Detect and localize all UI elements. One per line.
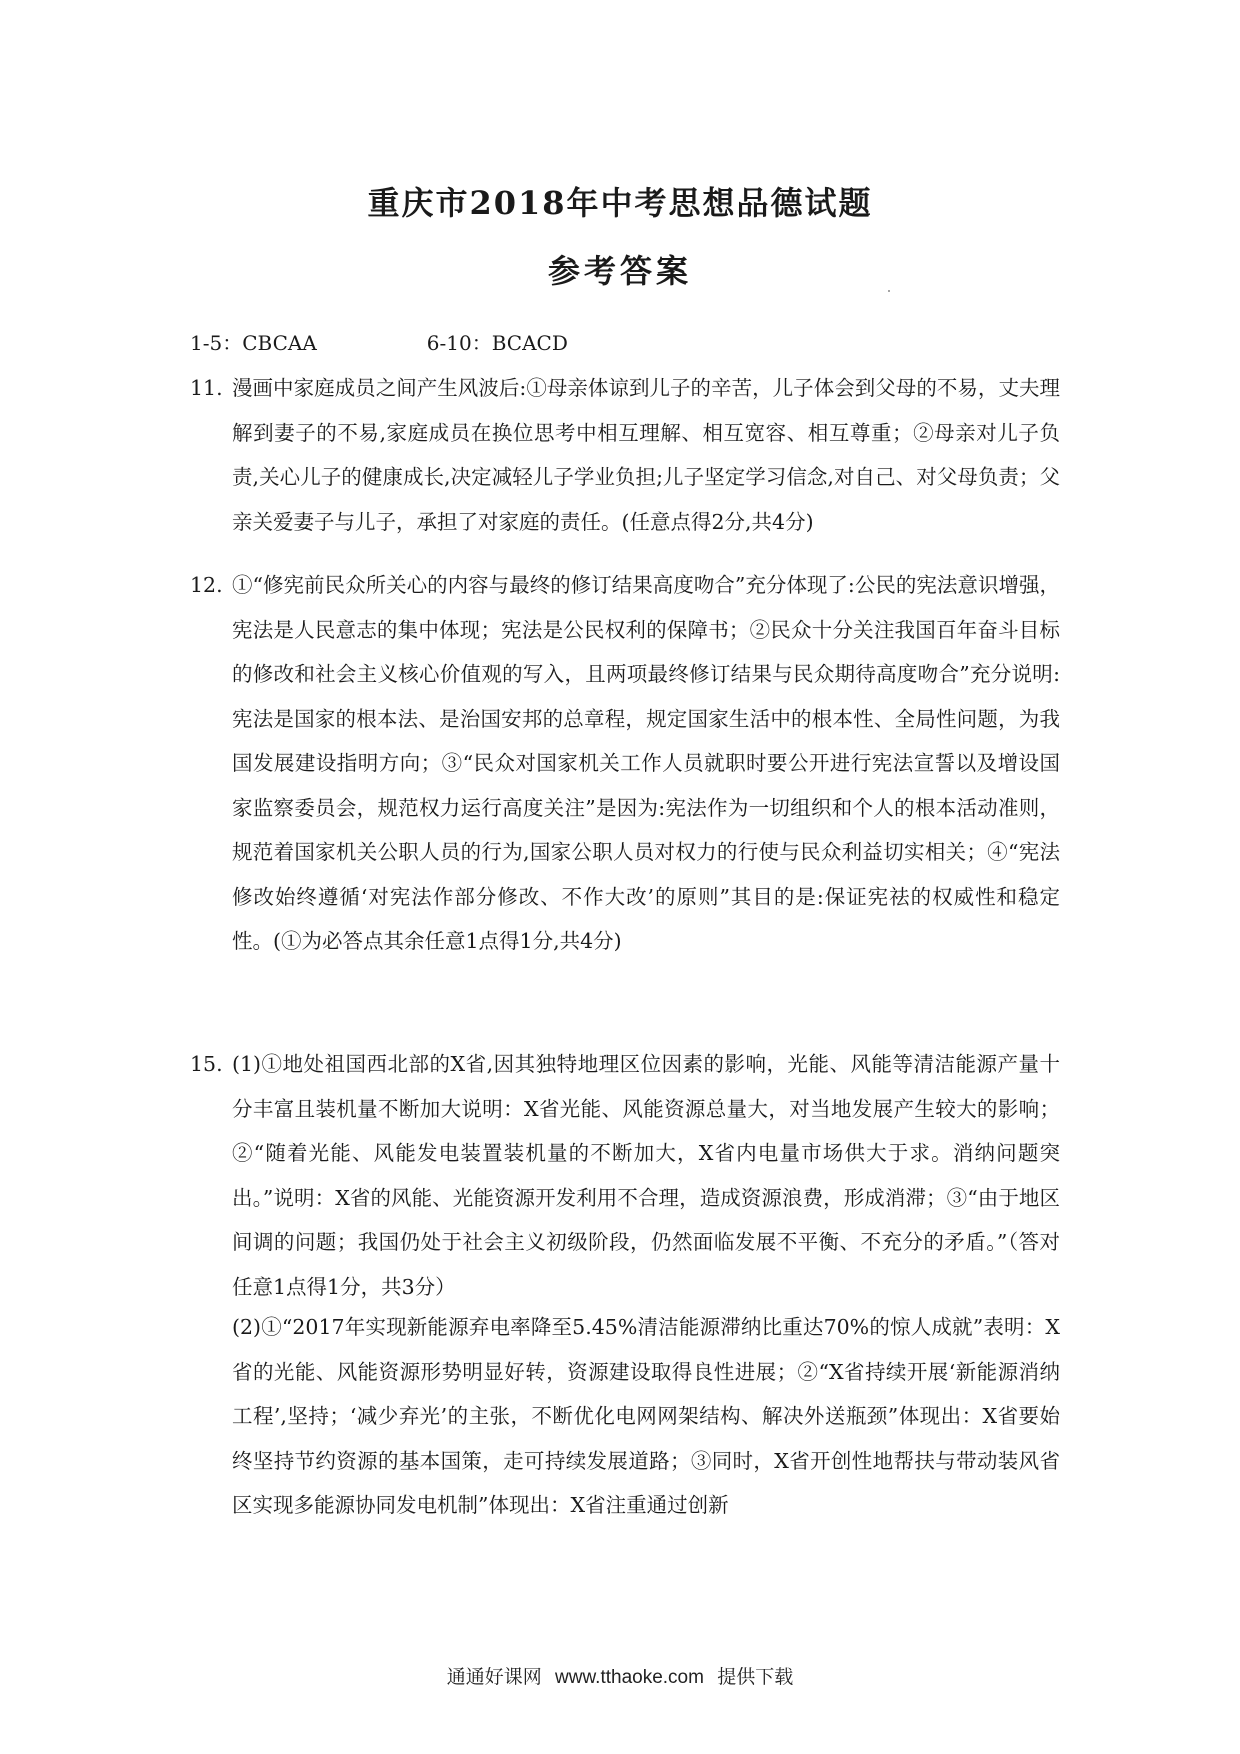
question-number: 15. (190, 1052, 223, 1076)
page-footer (0, 1662, 1240, 1689)
document-subtitle: 参考答案 (547, 252, 692, 290)
scan-speck (888, 290, 890, 292)
question-number: 11. (190, 376, 223, 400)
answer-12 (190, 563, 1060, 964)
answer-15-part-1 (190, 1042, 1060, 1309)
mc-group-2: 6-10：BCACD (426, 331, 568, 355)
document-title: 重庆市2018年中考思想品德试题 (367, 184, 873, 222)
answer-text: (1)①地处祖国西北部的X省,因其独特地理区位因素的影响，光能、风能等清洁能源产量十分丰富且装机量不断加大说明：X省光能、风能资源总量大，对当地发展产生较大的影响；②“随着光能、风能发电装置装机量的不断加大，X省内电量市场供大于求。消纳问题突出。”说明：X省的风能、光能资源开发利用不合理，造成资源浪费，形成消滞；③“由于地区间调的问题；我国仍处于社会主义初级阶段，仍然面临发展不平衡、不充分的矛盾。”（答对任意1点得1分，共3分） (232, 1052, 1060, 1299)
question-number: 12. (190, 573, 223, 597)
answer-text: 漫画中家庭成员之间产生风波后:①母亲体谅到儿子的辛苦，儿子体会到父母的不易，丈夫理解到妻子的不易,家庭成员在换位思考中相互理解、相互宽容、相互尊重；②母亲对儿子负责,关心儿子的健康成长,决定减轻儿子学业负担;儿子坚定学习信念,对自己、对父母负责；父亲关爱妻子与儿子，承担了对家庭的责任。(任意点得2分,共4分) (232, 376, 1060, 534)
footer-url[interactable]: www.tthaoke.com (555, 1667, 704, 1688)
footer-site-name: 通通好课网 (446, 1667, 542, 1688)
answer-11 (190, 366, 1060, 544)
footer-note: 提供下载 (717, 1667, 794, 1688)
answer-text: ①“修宪前民众所关心的内容与最终的修订结果高度吻合”充分体现了:公民的宪法意识增强，宪法是人民意志的集中体现；宪法是公民权利的保障书；②民众十分关注我国百年奋斗目标的修改和社会主义核心价值观的写入，且两项最终修订结果与民众期待高度吻合”充分说明:宪法是国家的根本法、是治国安邦的总章程，规定国家生活中的根本性、全局性问题，为我国发展建设指明方向；③“民众对国家机关工作人员就职时要公开进行宪法宣誓以及增设国家监察委员会，规范权力运行高度关注”是因为:宪法作为一切组织和个人的根本活动准则，规范着国家机关公职人员的行为,国家公职人员对权力的行使与民众利益切实相关；④“宪法修改始终遵循‘对宪法作部分修改、不作大改’的原则”其目的是:保证宪祛的权威性和稳定性。(①为必答点其余任意1点得1分,共4分) (232, 573, 1060, 953)
mc-group-1: 1-5：CBCAA (190, 331, 317, 355)
answer-15-part-2 (232, 1305, 1060, 1528)
multiple-choice-answers (190, 327, 568, 356)
answer-text: (2)①“2017年实现新能源弃电率降至5.45%清洁能源滞纳比重达70%的惊人成就”表明：X省的光能、风能资源形势明显好转，资源建设取得良性进展；②“X省持续开展‘新能源消纳工程’,坚持；‘减少弃光’的主张，不断优化电网网架结构、解决外送瓶颈”体现出：X省要始终坚持节约资源的基本国策，走可持续发展道路；③同时，X省开创性地帮扶与带动装风省区实现多能源协同发电机制”体现出：X省注重通过创新 (232, 1315, 1060, 1517)
